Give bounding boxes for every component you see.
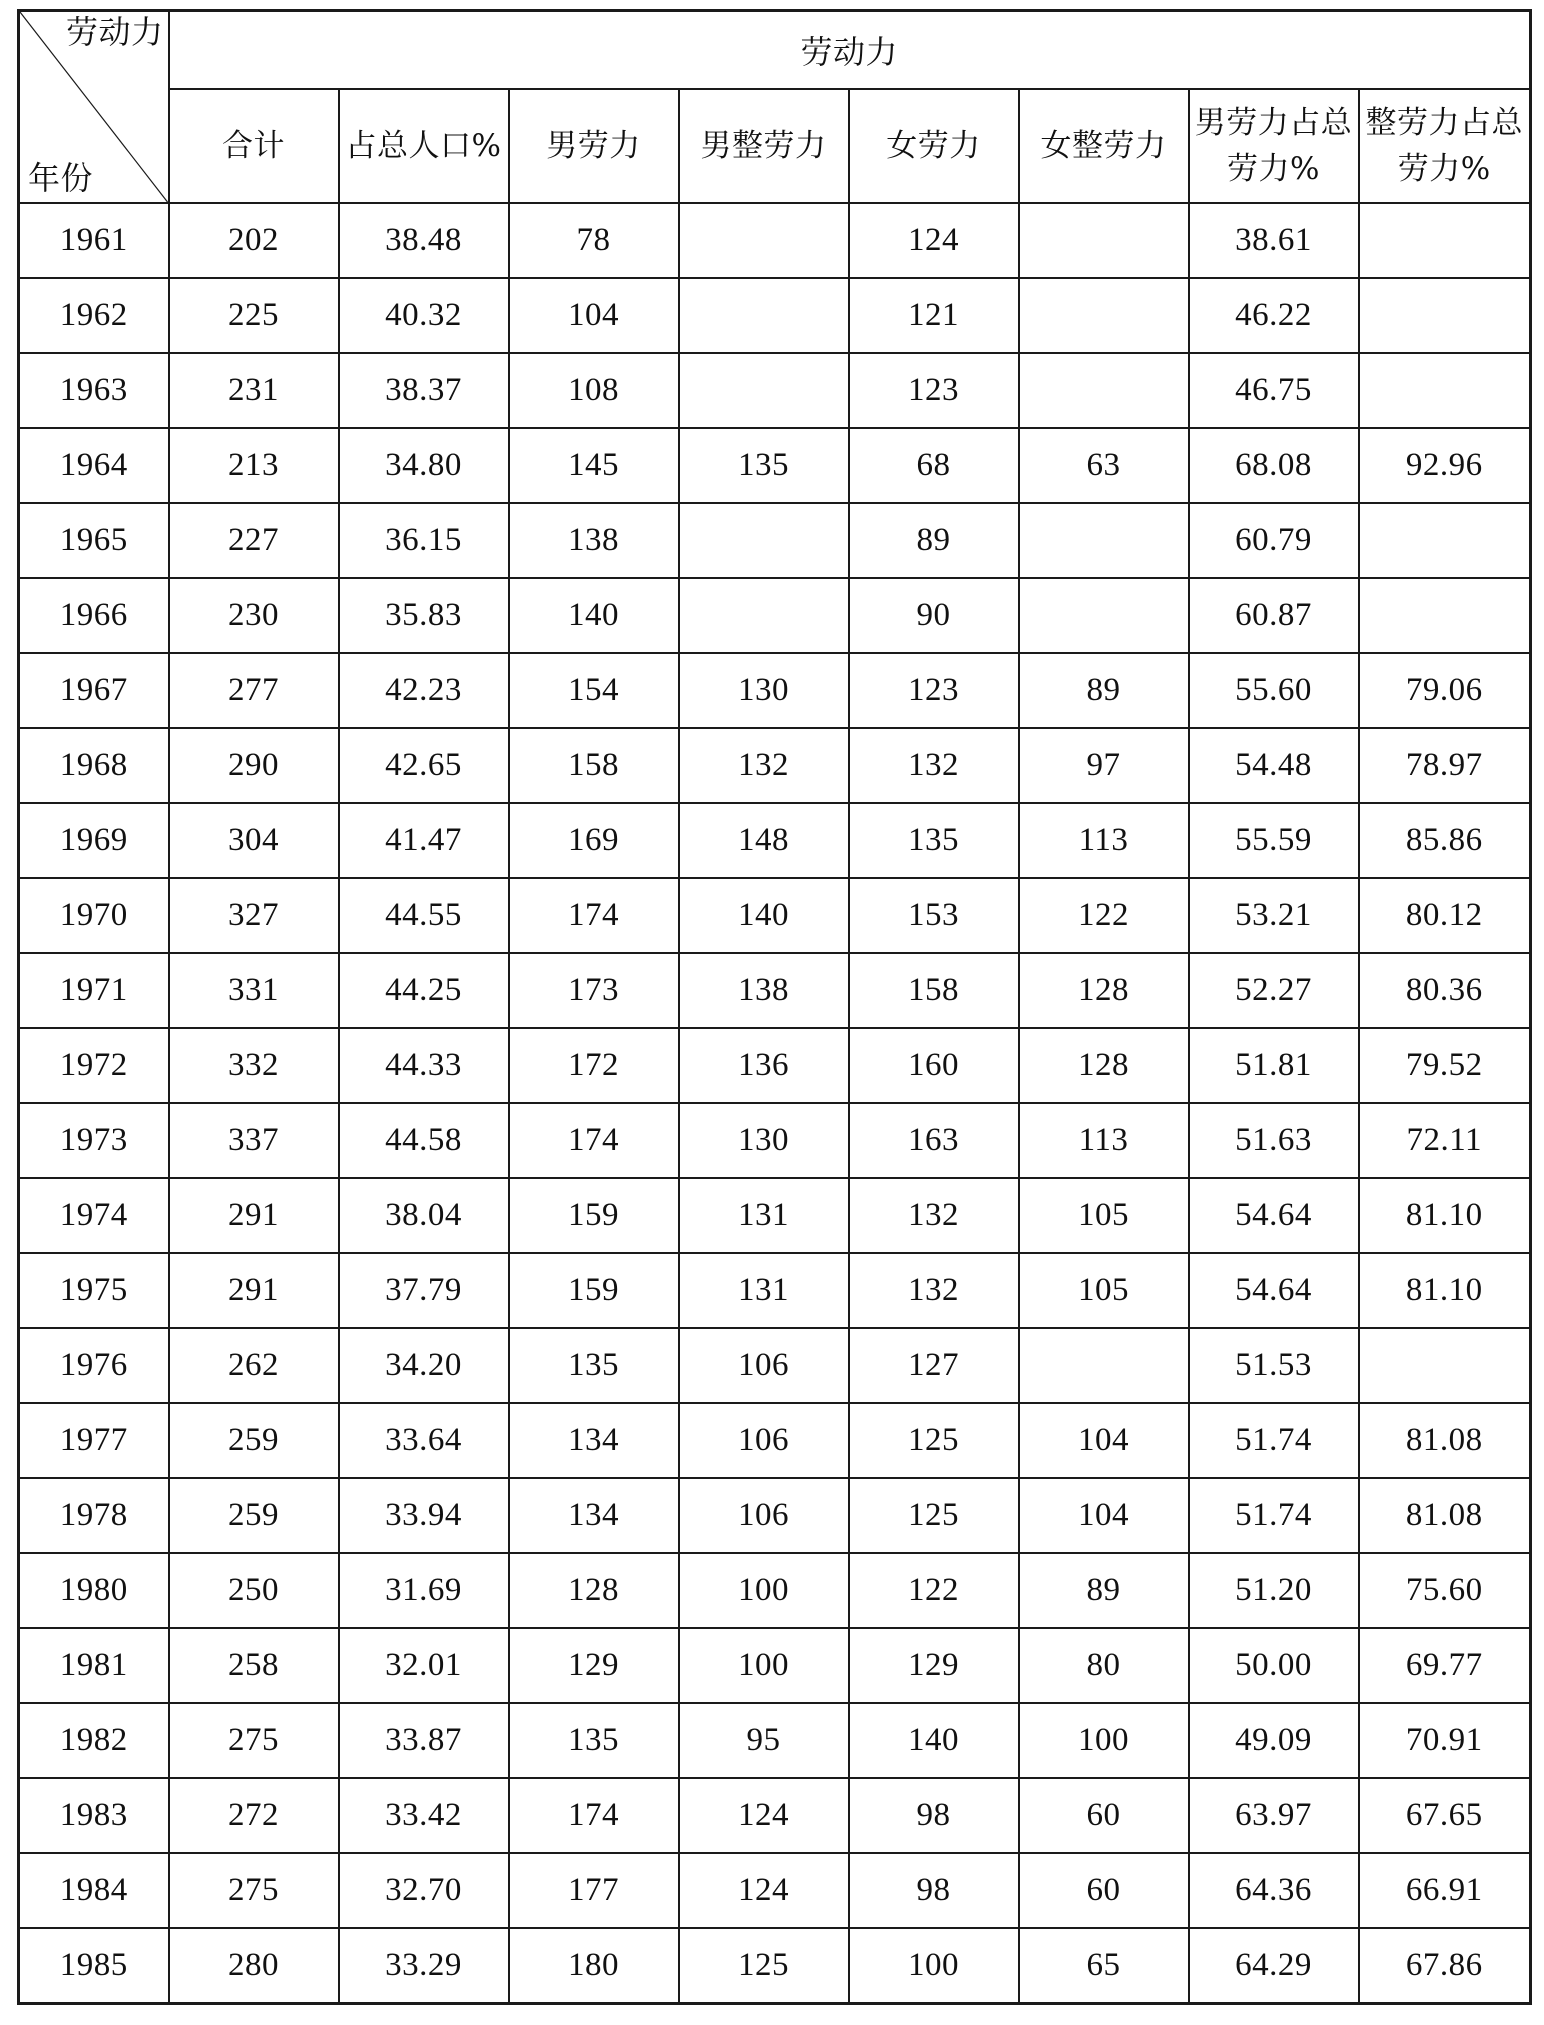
cell-male-labor: 174 [509, 1103, 679, 1178]
cell-year: 1970 [19, 878, 169, 953]
cell-full-labor-pct: 92.96 [1359, 428, 1531, 503]
cell-year: 1968 [19, 728, 169, 803]
cell-pct-of-population: 36.15 [339, 503, 509, 578]
cell-female-full-labor: 60 [1019, 1778, 1189, 1853]
cell-male-labor: 129 [509, 1628, 679, 1703]
cell-full-labor-pct: 79.06 [1359, 653, 1531, 728]
cell-year: 1976 [19, 1328, 169, 1403]
cell-pct-of-population: 44.25 [339, 953, 509, 1028]
cell-male-labor: 138 [509, 503, 679, 578]
cell-total: 259 [169, 1478, 339, 1553]
cell-pct-of-population: 44.58 [339, 1103, 509, 1178]
cell-male-full-labor: 106 [679, 1328, 849, 1403]
cell-male-labor: 174 [509, 1778, 679, 1853]
column-header-total: 合计 [169, 89, 339, 203]
cell-female-labor: 132 [849, 1178, 1019, 1253]
cell-full-labor-pct: 69.77 [1359, 1628, 1531, 1703]
cell-male-labor: 135 [509, 1328, 679, 1403]
cell-year: 1973 [19, 1103, 169, 1178]
cell-female-full-labor: 128 [1019, 953, 1189, 1028]
cell-male-labor: 104 [509, 278, 679, 353]
cell-total: 304 [169, 803, 339, 878]
cell-female-labor: 100 [849, 1928, 1019, 2004]
cell-male-pct-of-labor: 64.36 [1189, 1853, 1359, 1928]
cell-female-full-labor [1019, 278, 1189, 353]
cell-pct-of-population: 33.94 [339, 1478, 509, 1553]
cell-total: 331 [169, 953, 339, 1028]
cell-male-full-labor [679, 203, 849, 278]
cell-total: 250 [169, 1553, 339, 1628]
cell-male-pct-of-labor: 46.75 [1189, 353, 1359, 428]
cell-year: 1974 [19, 1178, 169, 1253]
cell-full-labor-pct [1359, 578, 1531, 653]
cell-female-full-labor: 89 [1019, 1553, 1189, 1628]
cell-male-pct-of-labor: 68.08 [1189, 428, 1359, 503]
labor-statistics-table [17, 9, 1532, 2005]
labor-statistics-table-container [17, 9, 1529, 2009]
cell-pct-of-population: 32.01 [339, 1628, 509, 1703]
cell-year: 1963 [19, 353, 169, 428]
cell-female-full-labor [1019, 578, 1189, 653]
cell-male-labor: 159 [509, 1178, 679, 1253]
cell-pct-of-population: 40.32 [339, 278, 509, 353]
cell-full-labor-pct [1359, 1328, 1531, 1403]
cell-male-full-labor: 136 [679, 1028, 849, 1103]
cell-male-pct-of-labor: 51.81 [1189, 1028, 1359, 1103]
cell-female-full-labor: 63 [1019, 428, 1189, 503]
cell-year: 1961 [19, 203, 169, 278]
cell-year: 1977 [19, 1403, 169, 1478]
cell-male-pct-of-labor: 38.61 [1189, 203, 1359, 278]
cell-year: 1967 [19, 653, 169, 728]
cell-male-labor: 134 [509, 1478, 679, 1553]
cell-total: 327 [169, 878, 339, 953]
cell-male-full-labor [679, 578, 849, 653]
cell-female-labor: 132 [849, 728, 1019, 803]
cell-female-labor: 98 [849, 1853, 1019, 1928]
cell-total: 231 [169, 353, 339, 428]
cell-full-labor-pct: 80.12 [1359, 878, 1531, 953]
cell-total: 225 [169, 278, 339, 353]
cell-male-pct-of-labor: 46.22 [1189, 278, 1359, 353]
cell-male-full-labor: 148 [679, 803, 849, 878]
cell-male-pct-of-labor: 52.27 [1189, 953, 1359, 1028]
cell-total: 332 [169, 1028, 339, 1103]
cell-male-full-labor: 124 [679, 1778, 849, 1853]
cell-female-labor: 160 [849, 1028, 1019, 1103]
cell-male-labor: 154 [509, 653, 679, 728]
cell-year: 1972 [19, 1028, 169, 1103]
cell-female-full-labor: 113 [1019, 803, 1189, 878]
cell-male-full-labor: 135 [679, 428, 849, 503]
cell-total: 272 [169, 1778, 339, 1853]
cell-year: 1964 [19, 428, 169, 503]
cell-total: 230 [169, 578, 339, 653]
cell-male-full-labor: 125 [679, 1928, 849, 2004]
cell-pct-of-population: 33.87 [339, 1703, 509, 1778]
cell-female-full-labor: 104 [1019, 1403, 1189, 1478]
cell-male-pct-of-labor: 51.20 [1189, 1553, 1359, 1628]
cell-pct-of-population: 34.80 [339, 428, 509, 503]
cell-pct-of-population: 41.47 [339, 803, 509, 878]
cell-female-labor: 125 [849, 1478, 1019, 1553]
column-header-male-labor: 男劳力 [509, 89, 679, 203]
table-row [19, 278, 1531, 353]
cell-female-labor: 158 [849, 953, 1019, 1028]
table-row [19, 428, 1531, 503]
cell-male-pct-of-labor: 54.64 [1189, 1253, 1359, 1328]
cell-total: 290 [169, 728, 339, 803]
cell-female-labor: 122 [849, 1553, 1019, 1628]
cell-male-labor: 78 [509, 203, 679, 278]
cell-male-full-labor: 138 [679, 953, 849, 1028]
table-row [19, 1778, 1531, 1853]
table-row [19, 878, 1531, 953]
cell-male-labor: 173 [509, 953, 679, 1028]
cell-female-labor: 127 [849, 1328, 1019, 1403]
cell-full-labor-pct: 67.65 [1359, 1778, 1531, 1853]
cell-year: 1980 [19, 1553, 169, 1628]
cell-year: 1969 [19, 803, 169, 878]
cell-male-labor: 108 [509, 353, 679, 428]
cell-total: 259 [169, 1403, 339, 1478]
column-header-male-pct-of-labor: 男劳力占总劳力% [1189, 89, 1359, 203]
cell-total: 213 [169, 428, 339, 503]
cell-female-labor: 121 [849, 278, 1019, 353]
cell-full-labor-pct: 67.86 [1359, 1928, 1531, 2004]
table-row [19, 1103, 1531, 1178]
cell-male-full-labor: 100 [679, 1628, 849, 1703]
cell-total: 277 [169, 653, 339, 728]
cell-full-labor-pct [1359, 503, 1531, 578]
table-row [19, 1628, 1531, 1703]
cell-male-full-labor: 131 [679, 1253, 849, 1328]
cell-pct-of-population: 38.04 [339, 1178, 509, 1253]
table-row [19, 1178, 1531, 1253]
cell-male-labor: 134 [509, 1403, 679, 1478]
cell-female-full-labor: 113 [1019, 1103, 1189, 1178]
cell-male-labor: 158 [509, 728, 679, 803]
cell-total: 227 [169, 503, 339, 578]
cell-total: 291 [169, 1178, 339, 1253]
cell-female-full-labor: 128 [1019, 1028, 1189, 1103]
cell-pct-of-population: 35.83 [339, 578, 509, 653]
cell-male-pct-of-labor: 54.48 [1189, 728, 1359, 803]
cell-male-pct-of-labor: 60.79 [1189, 503, 1359, 578]
cell-male-full-labor: 106 [679, 1478, 849, 1553]
cell-female-labor: 123 [849, 353, 1019, 428]
cell-total: 275 [169, 1853, 339, 1928]
cell-female-labor: 125 [849, 1403, 1019, 1478]
cell-male-pct-of-labor: 54.64 [1189, 1178, 1359, 1253]
cell-pct-of-population: 38.37 [339, 353, 509, 428]
cell-pct-of-population: 38.48 [339, 203, 509, 278]
cell-male-full-labor: 100 [679, 1553, 849, 1628]
corner-label-year: 年份 [28, 159, 94, 197]
cell-pct-of-population: 42.23 [339, 653, 509, 728]
cell-total: 202 [169, 203, 339, 278]
cell-male-labor: 159 [509, 1253, 679, 1328]
cell-pct-of-population: 32.70 [339, 1853, 509, 1928]
cell-female-labor: 98 [849, 1778, 1019, 1853]
cell-female-full-labor [1019, 1328, 1189, 1403]
cell-total: 262 [169, 1328, 339, 1403]
table-row [19, 1403, 1531, 1478]
cell-male-full-labor: 95 [679, 1703, 849, 1778]
cell-male-pct-of-labor: 63.97 [1189, 1778, 1359, 1853]
cell-male-pct-of-labor: 55.59 [1189, 803, 1359, 878]
cell-female-full-labor: 89 [1019, 653, 1189, 728]
cell-male-full-labor: 132 [679, 728, 849, 803]
cell-pct-of-population: 44.33 [339, 1028, 509, 1103]
cell-year: 1978 [19, 1478, 169, 1553]
cell-male-labor: 135 [509, 1703, 679, 1778]
cell-female-full-labor: 97 [1019, 728, 1189, 803]
cell-pct-of-population: 42.65 [339, 728, 509, 803]
cell-pct-of-population: 37.79 [339, 1253, 509, 1328]
cell-year: 1982 [19, 1703, 169, 1778]
cell-female-labor: 135 [849, 803, 1019, 878]
column-header-female-full-labor: 女整劳力 [1019, 89, 1189, 203]
cell-full-labor-pct: 81.08 [1359, 1403, 1531, 1478]
cell-year: 1965 [19, 503, 169, 578]
cell-year: 1966 [19, 578, 169, 653]
cell-male-labor: 140 [509, 578, 679, 653]
cell-male-pct-of-labor: 53.21 [1189, 878, 1359, 953]
cell-female-labor: 163 [849, 1103, 1019, 1178]
cell-full-labor-pct: 66.91 [1359, 1853, 1531, 1928]
cell-male-pct-of-labor: 64.29 [1189, 1928, 1359, 2004]
table-row [19, 728, 1531, 803]
cell-female-full-labor [1019, 353, 1189, 428]
column-header-male-full-labor: 男整劳力 [679, 89, 849, 203]
cell-full-labor-pct: 85.86 [1359, 803, 1531, 878]
cell-male-pct-of-labor: 51.74 [1189, 1403, 1359, 1478]
cell-year: 1962 [19, 278, 169, 353]
cell-male-labor: 174 [509, 878, 679, 953]
cell-male-pct-of-labor: 60.87 [1189, 578, 1359, 653]
cell-female-labor: 124 [849, 203, 1019, 278]
table-row [19, 1703, 1531, 1778]
cell-full-labor-pct: 75.60 [1359, 1553, 1531, 1628]
cell-male-full-labor: 106 [679, 1403, 849, 1478]
column-header-pct-of-population: 占总人口% [339, 89, 509, 203]
cell-female-full-labor [1019, 203, 1189, 278]
cell-total: 337 [169, 1103, 339, 1178]
cell-female-labor: 132 [849, 1253, 1019, 1328]
cell-male-full-labor: 130 [679, 653, 849, 728]
cell-female-labor: 90 [849, 578, 1019, 653]
cell-female-full-labor: 100 [1019, 1703, 1189, 1778]
cell-female-full-labor [1019, 503, 1189, 578]
cell-male-full-labor: 131 [679, 1178, 849, 1253]
cell-male-labor: 177 [509, 1853, 679, 1928]
cell-year: 1985 [19, 1928, 169, 2004]
table-row [19, 503, 1531, 578]
cell-full-labor-pct: 79.52 [1359, 1028, 1531, 1103]
cell-female-full-labor: 122 [1019, 878, 1189, 953]
cell-total: 275 [169, 1703, 339, 1778]
cell-year: 1984 [19, 1853, 169, 1928]
cell-male-pct-of-labor: 51.63 [1189, 1103, 1359, 1178]
cell-female-labor: 140 [849, 1703, 1019, 1778]
cell-full-labor-pct: 80.36 [1359, 953, 1531, 1028]
column-header-female-labor: 女劳力 [849, 89, 1019, 203]
table-row [19, 1928, 1531, 2004]
table-row [19, 1028, 1531, 1103]
cell-total: 258 [169, 1628, 339, 1703]
cell-male-full-labor: 124 [679, 1853, 849, 1928]
table-row [19, 1553, 1531, 1628]
cell-male-full-labor: 130 [679, 1103, 849, 1178]
cell-total: 280 [169, 1928, 339, 2004]
cell-male-full-labor [679, 278, 849, 353]
cell-year: 1981 [19, 1628, 169, 1703]
table-row [19, 803, 1531, 878]
table-row [19, 953, 1531, 1028]
cell-female-full-labor: 105 [1019, 1178, 1189, 1253]
cell-male-full-labor [679, 503, 849, 578]
diagonal-corner-header [19, 11, 169, 204]
cell-full-labor-pct: 81.10 [1359, 1178, 1531, 1253]
cell-female-labor: 129 [849, 1628, 1019, 1703]
group-header-labor: 劳动力 [169, 11, 1531, 90]
cell-male-pct-of-labor: 49.09 [1189, 1703, 1359, 1778]
cell-male-labor: 169 [509, 803, 679, 878]
cell-female-labor: 123 [849, 653, 1019, 728]
column-header-full-labor-pct: 整劳力占总劳力% [1359, 89, 1531, 203]
cell-male-labor: 180 [509, 1928, 679, 2004]
cell-male-labor: 145 [509, 428, 679, 503]
cell-full-labor-pct [1359, 353, 1531, 428]
cell-pct-of-population: 34.20 [339, 1328, 509, 1403]
cell-pct-of-population: 44.55 [339, 878, 509, 953]
cell-full-labor-pct [1359, 203, 1531, 278]
cell-male-pct-of-labor: 50.00 [1189, 1628, 1359, 1703]
table-row [19, 578, 1531, 653]
cell-male-full-labor: 140 [679, 878, 849, 953]
cell-female-full-labor: 60 [1019, 1853, 1189, 1928]
cell-male-pct-of-labor: 55.60 [1189, 653, 1359, 728]
table-row [19, 1853, 1531, 1928]
corner-label-labor: 劳动力 [65, 13, 164, 51]
cell-full-labor-pct: 81.10 [1359, 1253, 1531, 1328]
cell-female-labor: 153 [849, 878, 1019, 953]
cell-female-full-labor: 80 [1019, 1628, 1189, 1703]
cell-female-full-labor: 105 [1019, 1253, 1189, 1328]
cell-pct-of-population: 31.69 [339, 1553, 509, 1628]
cell-full-labor-pct [1359, 278, 1531, 353]
cell-full-labor-pct: 81.08 [1359, 1478, 1531, 1553]
table-row [19, 1253, 1531, 1328]
cell-full-labor-pct: 78.97 [1359, 728, 1531, 803]
cell-female-full-labor: 104 [1019, 1478, 1189, 1553]
cell-male-pct-of-labor: 51.53 [1189, 1328, 1359, 1403]
cell-female-full-labor: 65 [1019, 1928, 1189, 2004]
cell-female-labor: 68 [849, 428, 1019, 503]
cell-male-full-labor [679, 353, 849, 428]
cell-female-labor: 89 [849, 503, 1019, 578]
table-row [19, 353, 1531, 428]
cell-full-labor-pct: 72.11 [1359, 1103, 1531, 1178]
table-row [19, 653, 1531, 728]
cell-male-labor: 128 [509, 1553, 679, 1628]
cell-pct-of-population: 33.42 [339, 1778, 509, 1853]
cell-year: 1971 [19, 953, 169, 1028]
table-row [19, 1478, 1531, 1553]
cell-pct-of-population: 33.64 [339, 1403, 509, 1478]
table-row [19, 1328, 1531, 1403]
cell-year: 1983 [19, 1778, 169, 1853]
cell-male-pct-of-labor: 51.74 [1189, 1478, 1359, 1553]
cell-male-labor: 172 [509, 1028, 679, 1103]
cell-full-labor-pct: 70.91 [1359, 1703, 1531, 1778]
cell-year: 1975 [19, 1253, 169, 1328]
table-row [19, 203, 1531, 278]
cell-pct-of-population: 33.29 [339, 1928, 509, 2004]
cell-total: 291 [169, 1253, 339, 1328]
